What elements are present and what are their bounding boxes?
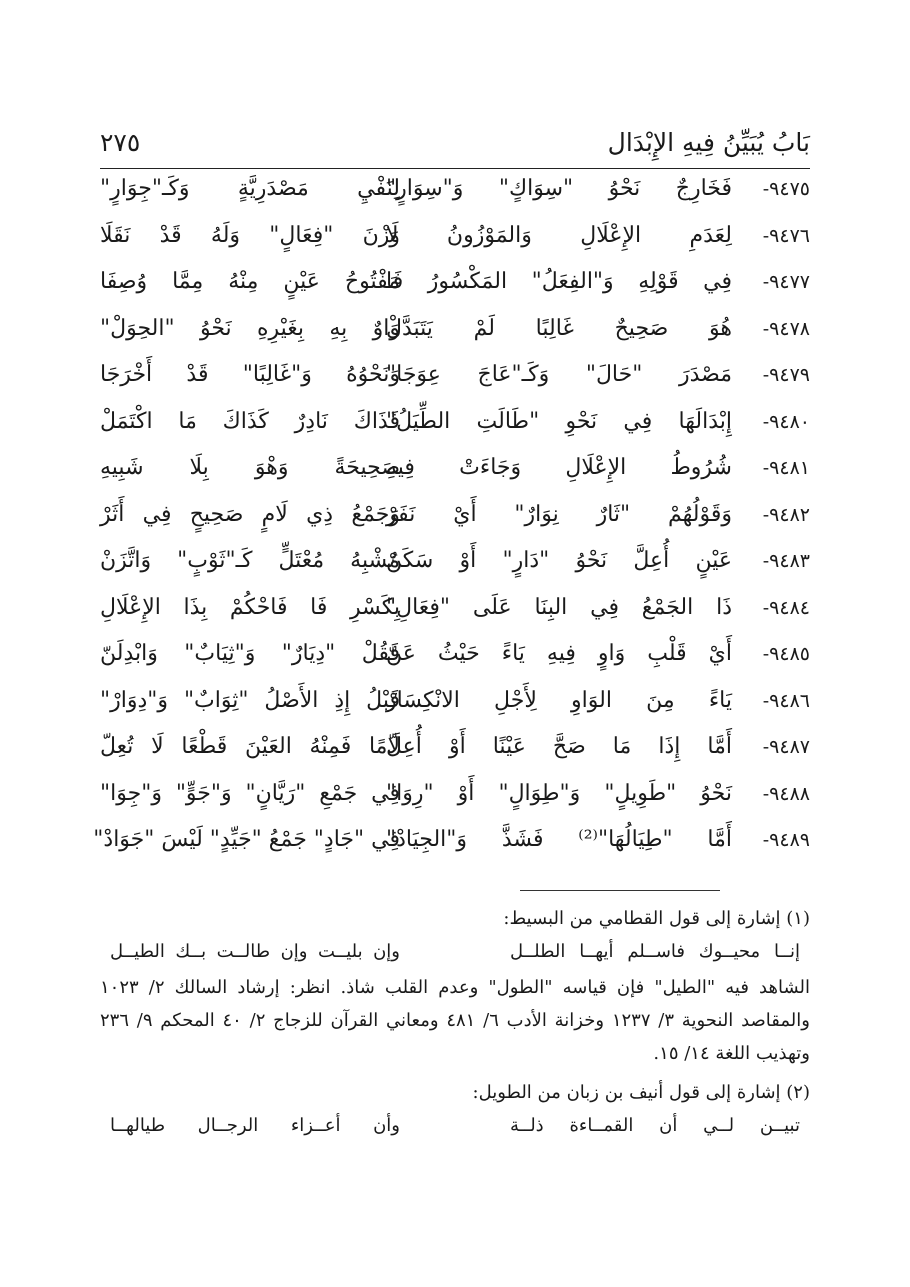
- footnotes: [100, 902, 810, 1145]
- verse-second-hemistich: لَامًا فَمِنْهُ العَيْنَ قَطْعًا لَا تُعِلّ: [100, 734, 400, 759]
- verse-number: ٩٤٧٨-: [762, 317, 810, 340]
- verse-first-hemistich: وَقَوْلُهُمْ "ثَارٌ نِوَارٌ" أَيْ نَفَرْ: [386, 501, 732, 527]
- verse-first-hemistich: نَحْوُ "طَوِيلٍ" وَ"طِوَالٍ" أَوْ "رِوَا": [386, 780, 732, 806]
- verse-number: ٩٤٨٠-: [762, 410, 810, 433]
- verse-second-hemistich: فِي "جَادٍ" جَمْعُ "جَيِّدٍ" لَيْسَ "جَوَادْ": [93, 827, 400, 852]
- verse-first-hemistich: ذَا الجَمْعُ فِي البِنَا عَلَى "فِعَالِ": [386, 594, 732, 620]
- footnote-1-hemistich-2: وإن بليــت وإن طالــت بــك الطيــل: [110, 941, 400, 962]
- footnote-1-heading: (١) إشارة إلى قول القطامي من البسيط:: [503, 908, 810, 929]
- verse-list: [93, 172, 810, 870]
- verse-second-hemistich: وَنَحْوُهُ وَ"غَالِبًا" قَدْ أَخْرَجَا: [100, 362, 400, 387]
- footnote-1-hemistich-1: إنــا محيــوك فاســلم أيهــا الطلــل: [510, 941, 800, 962]
- verse-first-hemistich: فِي قَوْلِهِ وَ"الفِعَلُ" المَكْسُورُ فَا: [386, 269, 732, 294]
- verse-first-hemistich: إِبْدَالَهَا فِي نَحْوِ "طَالَتِ الطِّيَلُ": [386, 408, 732, 434]
- verse-second-hemistich: فَذَاكَ نَادِرٌ كَذَاكَ مَا اكْتَمَلْ: [100, 408, 400, 434]
- verse-second-hemistich: فَقُلْ "دِيَارٌ" وَ"ثِيَابٌ" وَابْدِلَنّ: [100, 641, 400, 666]
- verse-number: ٩٤٨٥-: [762, 643, 810, 665]
- verse-first-hemistich: أَمَّا إِذَا مَا صَحَّ عَيْنًا أَوْ أُعِلّ: [386, 734, 732, 759]
- verse-second-hemistich: بِكَسْرِ فَا فَاحْكُمْ بِذَا الإِعْلَالِ: [100, 594, 400, 620]
- verse-line: [93, 823, 810, 870]
- verse-number: ٩٤٨٣-: [762, 550, 810, 572]
- verse-second-hemistich: لِنَفْيِ مَصْدَرِيَّةٍ وَكَـ"جِوَارٍ": [100, 176, 400, 201]
- verse-number: ٩٤٨٢-: [762, 503, 810, 526]
- verse-line: [100, 172, 810, 219]
- verse-second-hemistich: فِي جَمْعِ "رَيَّانٍ" وَ"جَوٍّ" وَ"جِوَا": [100, 780, 400, 806]
- verse-line: [100, 219, 810, 266]
- verse-second-hemistich: مَفْتُوحُ عَيْنٍ مِنْهُ مِمَّا وُصِفَا: [100, 269, 400, 294]
- footnote-2-hemistich-1: تبيــن لــي أن القمــاءة ذلــة: [510, 1115, 800, 1136]
- verse-number: ٩٤٨١-: [762, 457, 810, 479]
- verse-number: ٩٤٨٩-: [762, 829, 810, 851]
- verse-number: ٩٤٨٤-: [762, 596, 810, 619]
- verse-line: [100, 684, 810, 731]
- footnote-2-hemistich-2: وأن أعــزاء الرجــال طيالهــا: [110, 1115, 400, 1136]
- verse-line: [100, 265, 810, 312]
- verse-second-hemistich: قَبْلُ إِذِ الأَصْلُ "ثِوَابٌ" وَ"دِوَارْ": [100, 687, 400, 713]
- footnote-2-heading: (٢) إشارة إلى قول أنيف بن زبان من الطويل:: [472, 1082, 810, 1103]
- verse-second-hemistich: وَزْنَ "فِعَالٍ" وَلَهُ قَدْ نَقَلَا: [100, 222, 400, 248]
- verse-number: ٩٤٧٦-: [762, 224, 810, 247]
- verse-first-hemistich: أَمَّا "طِيَالُهَا"⁽²⁾ فَشَذَّ وَ"الجِيَادْ": [386, 827, 732, 852]
- verse-line: [100, 544, 810, 591]
- verse-line: [100, 637, 810, 684]
- footnote-divider: [520, 890, 720, 891]
- verse-line: [100, 498, 810, 545]
- verse-line: [100, 730, 810, 777]
- verse-line: [100, 358, 810, 405]
- verse-second-hemistich: وَاوٌ بِهِ بِغَيْرِهِ نَحْوُ "الحِوَلْ": [100, 315, 400, 341]
- verse-number: ٩٤٨٦-: [762, 689, 810, 712]
- verse-number: ٩٤٧٩-: [762, 364, 810, 386]
- verse-number: ٩٤٧٧-: [762, 271, 810, 293]
- verse-second-hemistich: صَحِيحَةً وَهْوَ بِلَا شَبِيهِ: [100, 455, 400, 480]
- verse-line: [100, 312, 810, 359]
- verse-first-hemistich: أَيْ قَلْبِ وَاوٍ فِيهِ يَاءً حَيْثُ عَنّ: [386, 641, 732, 666]
- verse-number: ٩٤٧٥-: [762, 178, 810, 200]
- verse-first-hemistich: مَصْدَرَ "حَالَ" وَكَـ"عَاجَ عِوَجَا": [386, 362, 732, 387]
- page-number: ٢٧٥: [100, 128, 141, 157]
- verse-number: ٩٤٨٧-: [762, 736, 810, 758]
- verse-number: ٩٤٨٨-: [762, 782, 810, 805]
- verse-first-hemistich: فَخَارِجٌ نَحْوُ "سِوَاكٍ" وَ"سِوَارٍ": [386, 176, 732, 201]
- page-header: [100, 128, 810, 169]
- footnote-2-verse: [100, 1109, 810, 1145]
- verse-first-hemistich: يَاءً مِنَ الوَاوِ لِأَجْلِ الانْكِسَارْ: [386, 687, 732, 713]
- verse-first-hemistich: عَيْنٍ أُعِلَّ نَحْوُ "دَارٍ" أَوْ سَكَنْ: [386, 548, 732, 573]
- verse-first-hemistich: هُوَ صَحِيحٌ غَالِبًا لَمْ يَتَبَدَّلْ: [386, 315, 732, 341]
- chapter-title: بَابُ يُبَيِّنُ فِيهِ الإِبْدَال: [607, 128, 810, 157]
- verse-line: [100, 451, 810, 498]
- verse-line: [100, 777, 810, 824]
- verse-line: [100, 591, 810, 638]
- verse-second-hemistich: مُشْبِهُ مُعْتَلٍّ كَـ"ثَوْبٍ" وَاتَّزَنْ: [100, 548, 400, 573]
- verse-second-hemistich: وَجَمْعُ ذِي لَامٍ صَحِيحٍ فِي أَثَرْ: [100, 501, 400, 527]
- footnote-1-text: الشاهد فيه "الطيل" فإن قياسه "الطول" وعدم القلب شاذ. انظر: إرشاد السالك ٢/ ١٠٢٣ والمقاصد النحوية ٣/ ١٢٣٧ وخزانة الأدب ٦/ ٤٨١ ومعاني القرآن للزجاج ٢/ ٤٠ المحكم ٩/ ٢٣٦ وتهذيب اللغة ١٤/ ١٥.: [100, 977, 811, 1064]
- verse-first-hemistich: لِعَدَمِ الإِعْلَالِ وَالمَوْزُونُ لَا: [386, 222, 732, 248]
- verse-first-hemistich: شُرُوطُ الإِعْلَالِ وَجَاءَتْ فِيهِ: [386, 455, 732, 480]
- footnote-1-verse: [100, 935, 810, 971]
- verse-line: [100, 405, 810, 452]
